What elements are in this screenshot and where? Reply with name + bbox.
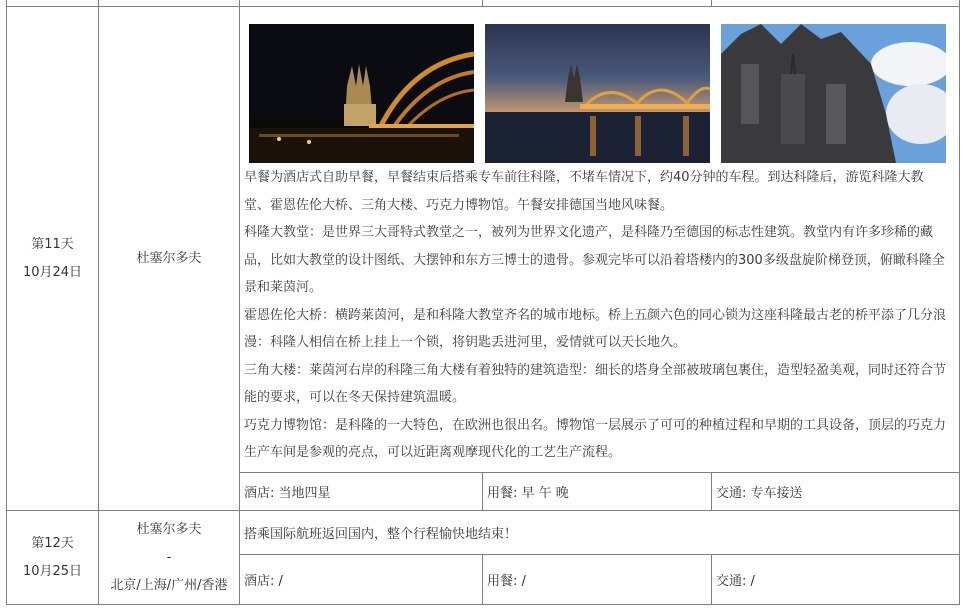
day12-row: [7, 511, 960, 555]
day12-text: 搭乘国际航班返回国内，整个行程愉快地结束！: [240, 511, 960, 555]
day11-paragraph: 三角大楼：莱茵河右岸的科隆三角大楼有着独特的建筑造型：细长的塔身全部被玻璃包裹住，造型轻盈美观，同时还符合节能的要求，可以在冬天保持建筑温暖。: [244, 362, 947, 405]
cathedral-facade-sky-icon: [721, 24, 946, 163]
day11-day: 第11天: [31, 236, 74, 252]
day12-city-sep: -: [166, 549, 172, 565]
day11-content: [240, 7, 960, 473]
day11-paragraph: 霍恩佐伦大桥：横跨莱茵河，是和科隆大教堂齐名的城市地标。桥上五颜六色的同心锁为这座科隆最古老的桥平添了几分浪漫：科隆人相信在桥上挂上一个锁，将钥匙丢进河里，爱情就可以天长地久。: [244, 307, 947, 350]
hohenzollern-bridge-dusk-icon: [485, 24, 710, 163]
day11-paragraphs: [240, 164, 959, 471]
day12-day-cell: [7, 511, 99, 605]
day12-city-to: 北京/上海/广州/香港: [110, 577, 228, 593]
day12-city-cell: [99, 511, 240, 605]
day12-transport: 交通: /: [712, 555, 960, 605]
day11-city: 杜塞尔多夫: [99, 7, 240, 511]
day11-day-cell: [7, 7, 99, 511]
day11-row: [7, 7, 960, 473]
day12-date: 10月25日: [22, 563, 83, 579]
day11-paragraph: 巧克力博物馆：是科隆的一大特色，在欧洲也很出名。博物馆一层展示了可可的种植过程和早期的工具设备，顶层的巧克力生产车间是参观的亮点，可以近距离观摩现代化的工艺生产流程。: [244, 417, 947, 460]
day11-transport: 交通: 专车接送: [712, 473, 960, 511]
day11-paragraph: 科隆大教堂：是世界三大哥特式教堂之一，被列为世界文化遗产，是科隆乃至德国的标志性建筑。教堂内有许多珍稀的藏品，比如大教堂的设计图纸、大摆钟和东方三博士的遗骨。参观完毕可以沿着塔楼内的300多级盘旋阶梯登顶，俯瞰科隆全景和莱茵河。: [244, 225, 945, 295]
day11-paragraph: 早餐为酒店式自助早餐，早餐结束后搭乘专车前往科隆，不堵车情况下，约40分钟的车程。到达科隆后，游览科隆大教堂、霍恩佐伦大桥、三角大楼、巧克力博物馆。午餐安排德国当地风味餐。: [244, 170, 924, 213]
day12-city-from: 杜塞尔多夫: [136, 521, 202, 537]
day12-meals: 用餐: /: [483, 555, 712, 605]
cologne-cathedral-night-icon: [249, 24, 474, 163]
day11-hotel: 酒店: 当地四星: [240, 473, 483, 511]
itinerary-table: [6, 0, 960, 605]
day11-date: 10月24日: [22, 264, 83, 280]
day12-hotel: 酒店: /: [240, 555, 483, 605]
day12-day: 第12天: [31, 535, 74, 551]
day11-meals: 用餐: 早 午 晚: [483, 473, 712, 511]
photo-strip: [240, 7, 959, 164]
